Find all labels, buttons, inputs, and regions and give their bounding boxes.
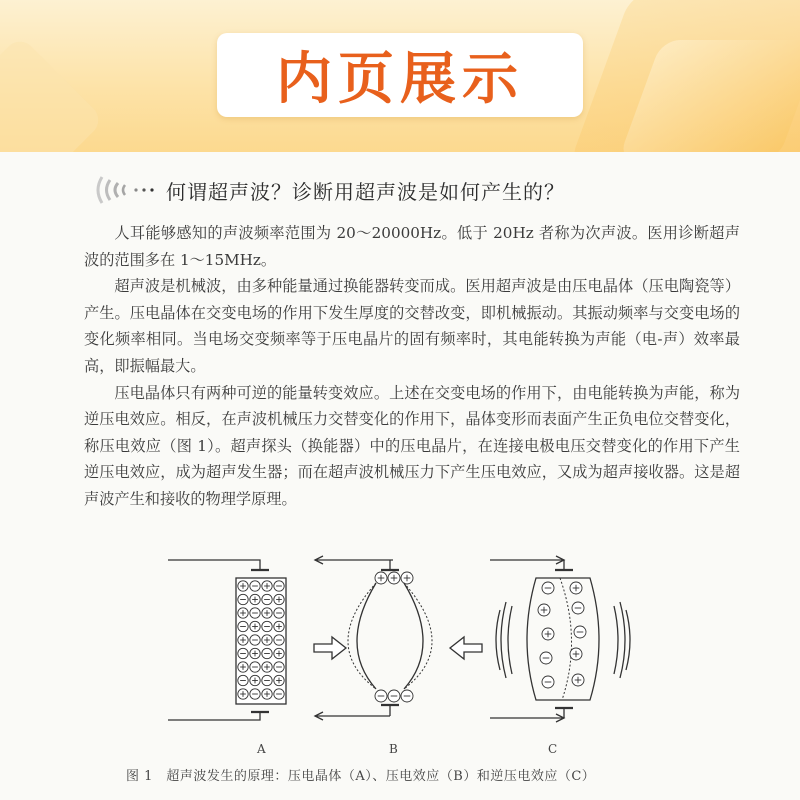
minus-charge-icon — [274, 689, 284, 699]
plus-charge-icon — [274, 675, 284, 685]
heading-text: 何谓超声波？诊断用超声波是如何产生的？ — [166, 179, 565, 204]
plus-charge-icon — [238, 662, 248, 672]
paragraph: 压电晶体只有两种可逆的能量转变效应。上述在交变电场的作用下，由电能转换为声能，称为逆压电效应。相反，在声波机械压力交替变化的作用下，晶体变形而表面产生正负电位交替变化，称压电效应（图 1）。超声探头（换能器）中的压电晶片，在连接电极电压交替变化的作用下产生逆压电效应，成为超声发生器；而在超声波机械压力下产生压电效应，又成为超声接收器。这是超声波产生和接收的物理学原理。 — [84, 383, 740, 508]
plus-charge-icon — [250, 648, 260, 658]
plus-charge-icon — [274, 621, 284, 631]
minus-charge-icon — [274, 662, 284, 672]
minus-charge-icon — [274, 608, 284, 618]
piezo-figure — [150, 548, 650, 758]
plus-charge-icon — [238, 635, 248, 645]
plus-charge-icon — [274, 594, 284, 604]
plus-charge-icon — [538, 604, 550, 616]
plus-charge-icon — [262, 635, 272, 645]
banner-title: 内页展示 — [276, 47, 524, 112]
plus-charge-icon — [238, 608, 248, 618]
panel-a-diagram — [168, 560, 286, 720]
plus-charge-icon — [542, 628, 554, 640]
paragraph: 人耳能够感知的声波频率范围为 20～20000Hz。低于 20Hz 者称为次声波。医用诊断超声波的范围多在 1～15MHz。 — [84, 224, 740, 269]
plus-charge-icon — [262, 662, 272, 672]
arrow-right-icon — [314, 637, 346, 659]
plus-charge-icon — [375, 572, 387, 584]
plus-charge-icon — [262, 689, 272, 699]
figure-caption: 图 1 超声波发生的原理：压电晶体（A）、压电效应（B）和逆压电效应（C） — [126, 769, 596, 784]
minus-charge-icon — [540, 652, 552, 664]
panel-c-diagram — [490, 556, 630, 722]
sound-wave-icon — [92, 173, 162, 207]
plus-charge-icon — [570, 582, 582, 594]
banner — [0, 0, 800, 152]
minus-charge-icon — [250, 689, 260, 699]
plus-charge-icon — [250, 594, 260, 604]
paragraph: 超声波是机械波，由多种能量通过换能器转变而成。医用超声波是由压电晶体（压电陶瓷等）产生。压电晶体在交变电场的作用下发生厚度的交替改变，即机械振动。其振动频率与交变电场的变化频率相同。当电场交变频率等于压电晶片的固有频率时，其电能转换为声能（电-声）效率最高，即振幅最大。 — [84, 277, 740, 375]
panel-label-a: A — [257, 742, 266, 756]
minus-charge-icon — [250, 635, 260, 645]
minus-charge-icon — [375, 690, 387, 702]
minus-charge-icon — [274, 581, 284, 591]
section-heading — [92, 173, 565, 207]
minus-charge-icon — [250, 608, 260, 618]
plus-charge-icon — [250, 621, 260, 631]
minus-charge-icon — [238, 648, 248, 658]
minus-charge-icon — [542, 676, 554, 688]
minus-charge-icon — [388, 690, 400, 702]
minus-charge-icon — [250, 581, 260, 591]
plus-charge-icon — [274, 648, 284, 658]
arrow-left-icon — [450, 637, 482, 659]
minus-charge-icon — [262, 594, 272, 604]
minus-charge-icon — [542, 582, 554, 594]
title-card — [217, 33, 583, 117]
minus-charge-icon — [274, 635, 284, 645]
plus-charge-icon — [250, 675, 260, 685]
plus-charge-icon — [572, 674, 584, 686]
plus-charge-icon — [570, 648, 582, 660]
minus-charge-icon — [262, 675, 272, 685]
panel-label-b: B — [389, 742, 398, 756]
minus-charge-icon — [238, 594, 248, 604]
minus-charge-icon — [262, 621, 272, 631]
plus-charge-icon — [262, 608, 272, 618]
banner-decoration — [0, 35, 105, 152]
plus-charge-icon — [238, 689, 248, 699]
panel-label-c: C — [548, 742, 558, 756]
body-text — [84, 220, 740, 513]
minus-charge-icon — [401, 690, 413, 702]
plus-charge-icon — [401, 572, 413, 584]
minus-charge-icon — [238, 675, 248, 685]
minus-charge-icon — [250, 662, 260, 672]
plus-charge-icon — [388, 572, 400, 584]
minus-charge-icon — [262, 648, 272, 658]
minus-charge-icon — [238, 621, 248, 631]
minus-charge-icon — [572, 602, 584, 614]
minus-charge-icon — [574, 626, 586, 638]
plus-charge-icon — [238, 581, 248, 591]
plus-charge-icon — [262, 581, 272, 591]
